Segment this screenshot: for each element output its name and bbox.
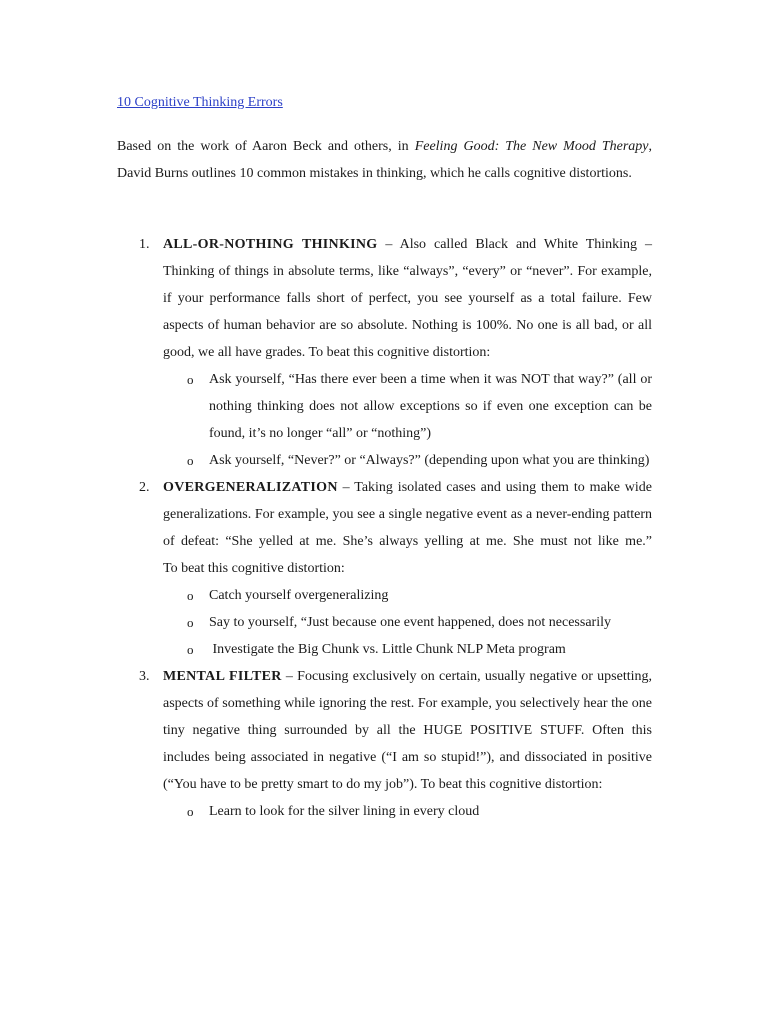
item-paragraph	[163, 231, 652, 366]
item-number: 3.	[139, 669, 150, 684]
item-heading: OVERGENERALIZATION	[163, 480, 338, 495]
intro-paragraph	[117, 133, 652, 187]
item-text: Also called Black and White Thinking – Thinking of things in absolute terms, like “always”, “every” or “never”. For example, if your performance falls short of perfect, you see yourself as a total failure. Few aspects of human behavior are so absolute. Nothing is 100%. No one is all bad, or all good, we all have grades. To beat this cognitive distortion:	[163, 237, 652, 360]
bullet-marker: o	[187, 642, 194, 657]
document-title-link[interactable]: 10 Cognitive Thinking Errors	[117, 95, 283, 110]
sub-list-item	[163, 609, 652, 636]
bullet-marker: o	[187, 372, 194, 387]
sub-list	[163, 798, 652, 825]
sub-list-item	[163, 366, 652, 447]
item-separator: –	[337, 480, 355, 495]
item-number: 1.	[139, 237, 150, 252]
bullet-marker: o	[187, 588, 194, 603]
bullet-marker: o	[187, 453, 194, 468]
sub-item-text: Ask yourself, “Has there ever been a time when it was NOT that way?” (all or nothing thinking does not allow exceptions so if even one exception can be found, it’s no longer “all” or “nothing”)	[209, 372, 652, 441]
list-item	[117, 231, 652, 474]
item-separator: –	[377, 237, 400, 252]
book-title: Feeling Good: The New Mood Therapy	[414, 139, 649, 154]
distortions-list	[117, 231, 652, 825]
list-item	[117, 474, 652, 663]
item-paragraph-continued: To beat this cognitive distortion:	[163, 561, 345, 576]
bullet-marker: o	[187, 804, 194, 819]
item-separator: –	[281, 669, 298, 684]
sub-item-text: Say to yourself, “Just because one event happened, does not necessarily	[209, 615, 611, 630]
item-paragraph	[163, 663, 652, 798]
sub-list-item	[163, 447, 652, 474]
sub-item-text: Learn to look for the silver lining in every cloud	[209, 804, 480, 819]
sub-list	[163, 366, 652, 474]
item-text: Taking isolated cases and using them to make wide generalizations. For example, you see a single negative event as a never-ending pattern of defeat: “She yelled at me. She’s always yelling at me. She must not like me.”	[163, 480, 653, 549]
item-heading: MENTAL FILTER	[163, 669, 282, 684]
item-number: 2.	[139, 480, 150, 495]
sub-list-item	[163, 798, 652, 825]
sub-list-item	[163, 582, 652, 609]
sub-item-text: Investigate the Big Chunk vs. Little Chunk NLP Meta program	[209, 642, 566, 657]
intro-text-end: , David Burns outlines 10 common mistakes in thinking, which he calls cognitive distortions.	[117, 139, 652, 181]
sub-list	[163, 582, 652, 663]
item-paragraph	[163, 474, 652, 555]
item-text: Focusing exclusively on certain, usually negative or upsetting, aspects of something while ignoring the rest. For example, you selectively hear the one tiny negative thing surrounded by all the HUGE POSITIVE STUFF. Often this includes being associated in negative (“I am so stupid!”), and dissociated in positive (“You have to be pretty smart to do my job”). To beat this cognitive distortion:	[163, 669, 652, 792]
sub-item-text: Ask yourself, “Never?” or “Always?” (depending upon what you are thinking)	[209, 453, 650, 468]
bullet-marker: o	[187, 615, 194, 630]
intro-text-start: Based on the work of Aaron Beck and others, in	[117, 139, 415, 154]
item-heading: ALL-OR-NOTHING THINKING	[163, 237, 378, 252]
list-item	[117, 663, 652, 825]
sub-item-text: Catch yourself overgeneralizing	[209, 588, 389, 603]
sub-list-item	[163, 636, 652, 663]
